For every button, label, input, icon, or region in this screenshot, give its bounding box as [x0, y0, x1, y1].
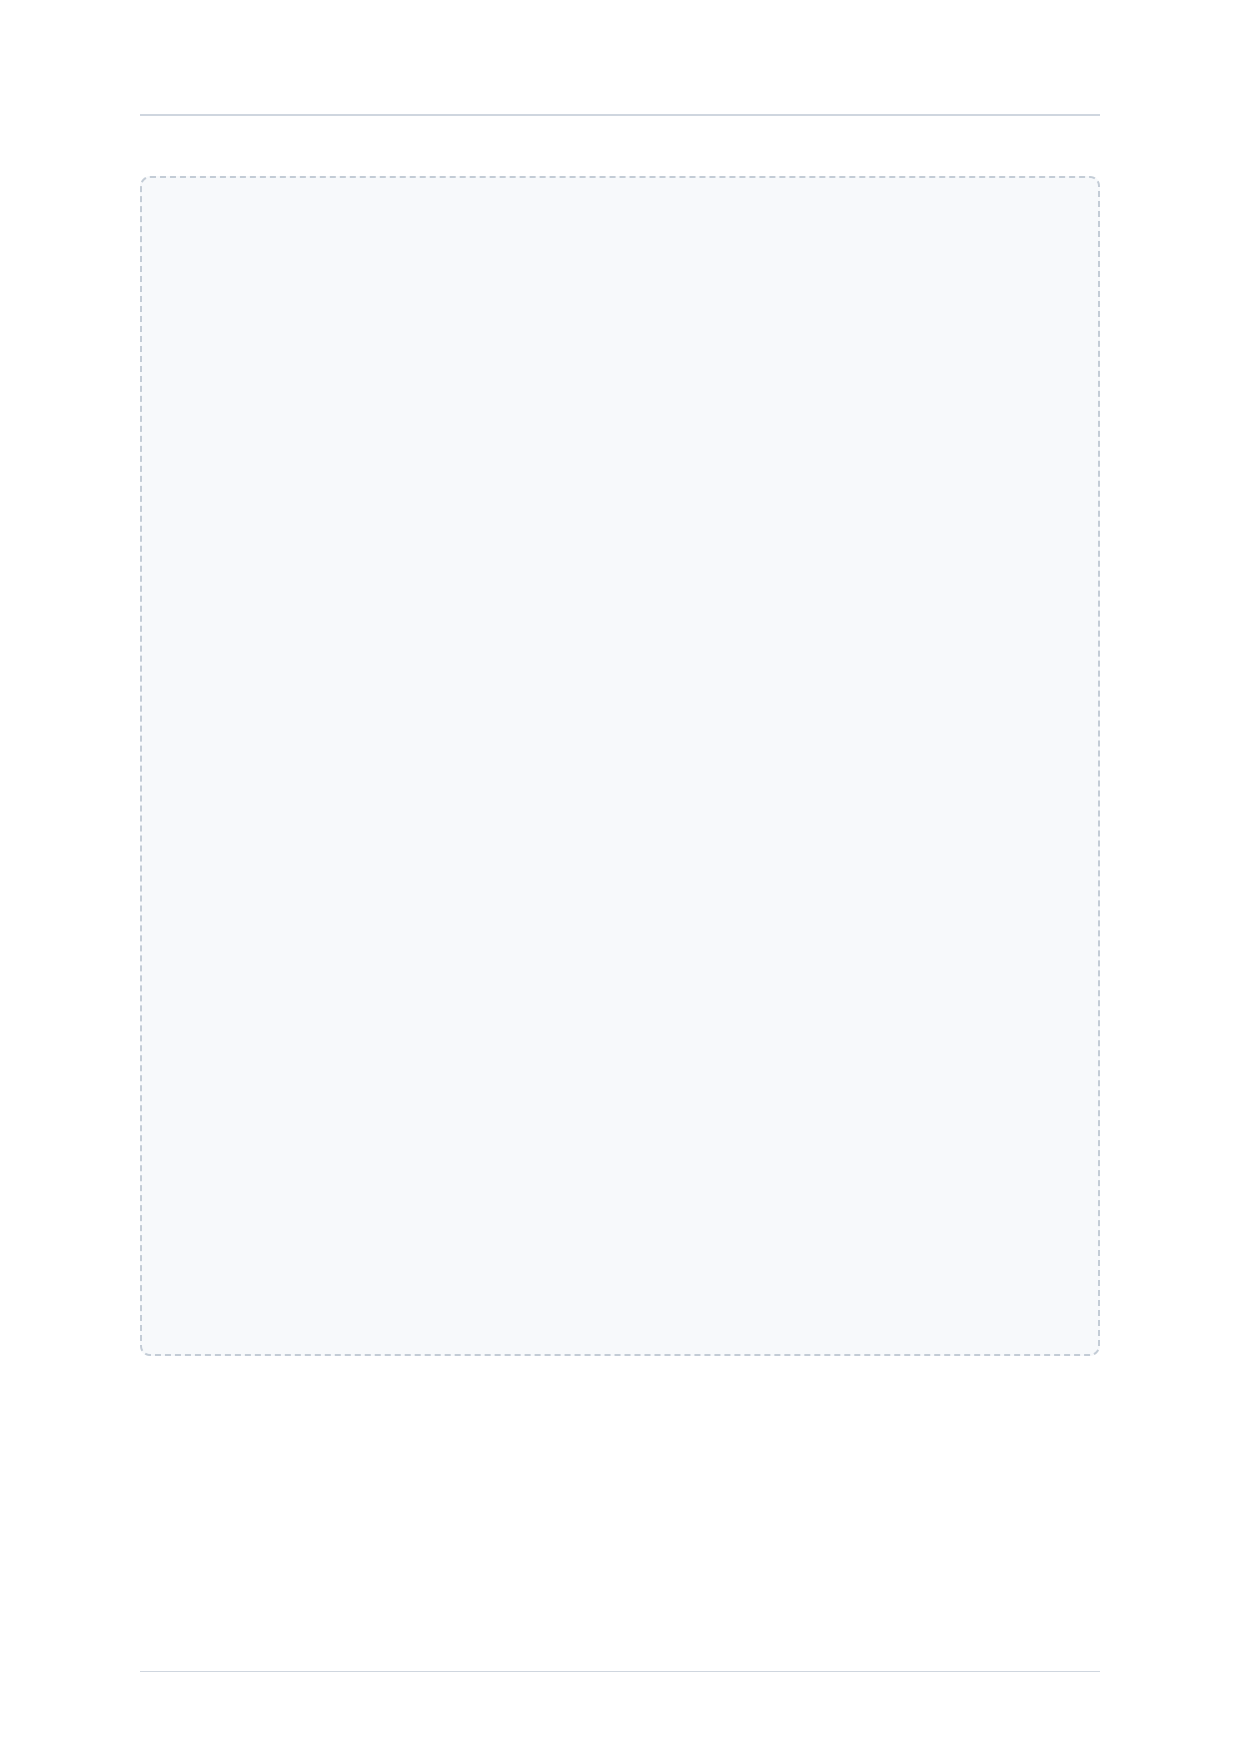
page-footer [140, 1671, 1100, 1684]
page-header [140, 100, 1100, 116]
content-area [140, 176, 1100, 1356]
